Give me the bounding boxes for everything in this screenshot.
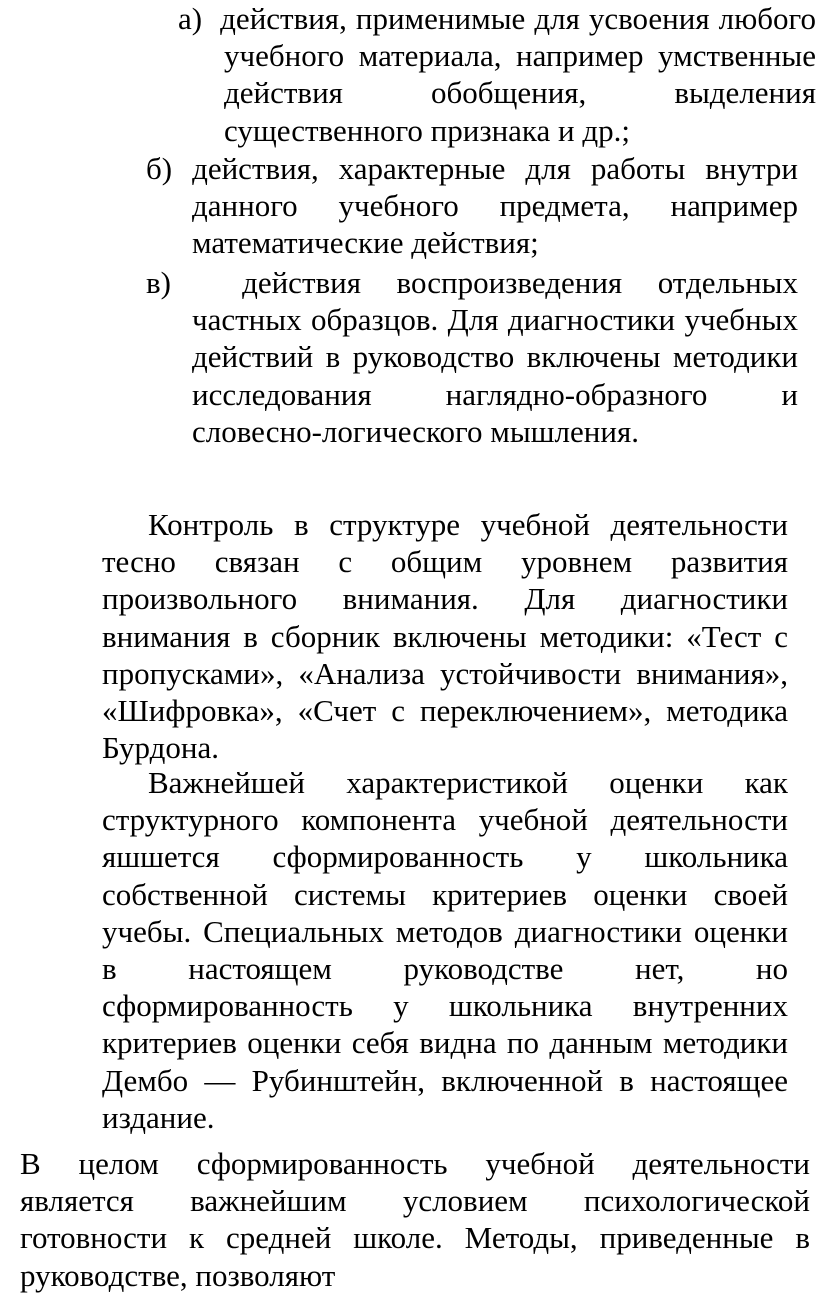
list-text-b: действия, характерные для работы внутри данного учебного предмета, например математические действия; xyxy=(192,151,799,261)
list-item-a xyxy=(178,0,816,149)
list-text-v: действия воспроизведения отдельных частных образцов. Для диагностики учебных действий в руководство включены методики исследования наглядно-образного и словесно-логического мышления. xyxy=(192,265,799,449)
list-item-b xyxy=(146,150,799,262)
paragraph-control: Контроль в структуре учебной деятельности тесно связан с общим уровнем развития произвольного внимания. Для диагностики внимания в сборник включены методики: «Тест с пропусками», «Анализа устойчивости внимания», «Шифровка», «Счет с переключением», методика Бурдона. xyxy=(102,507,788,766)
paragraph-conclusion: В целом сформированность учебной деятельности является важнейшим условием психологической готовности к средней школе. Методы, приведенные в руководстве, позволяют xyxy=(20,1146,810,1293)
list-item-v xyxy=(146,264,799,450)
list-marker-a: а) xyxy=(178,1,203,36)
list-marker-v: в) xyxy=(146,265,171,300)
paragraph-evaluation: Важнейшей характеристикой оценки как структурного компонента учебной деятельности яшшется сформированность у школьника собственной системы критериев оценки своей учебы. Специальных методов диагностики оценки в настоящем руководстве нет, но сформированность у школьника внутренних критериев оценки себя видна по данным методики Дембо — Рубинштейн, включенной в настоящее издание. xyxy=(102,765,788,1135)
list-marker-b: б) xyxy=(146,151,173,186)
list-text-a: действия, применимые для усвоения любого учебного материала, например умственные действия обобщения, выделения существенного признака и др.; xyxy=(220,1,816,148)
